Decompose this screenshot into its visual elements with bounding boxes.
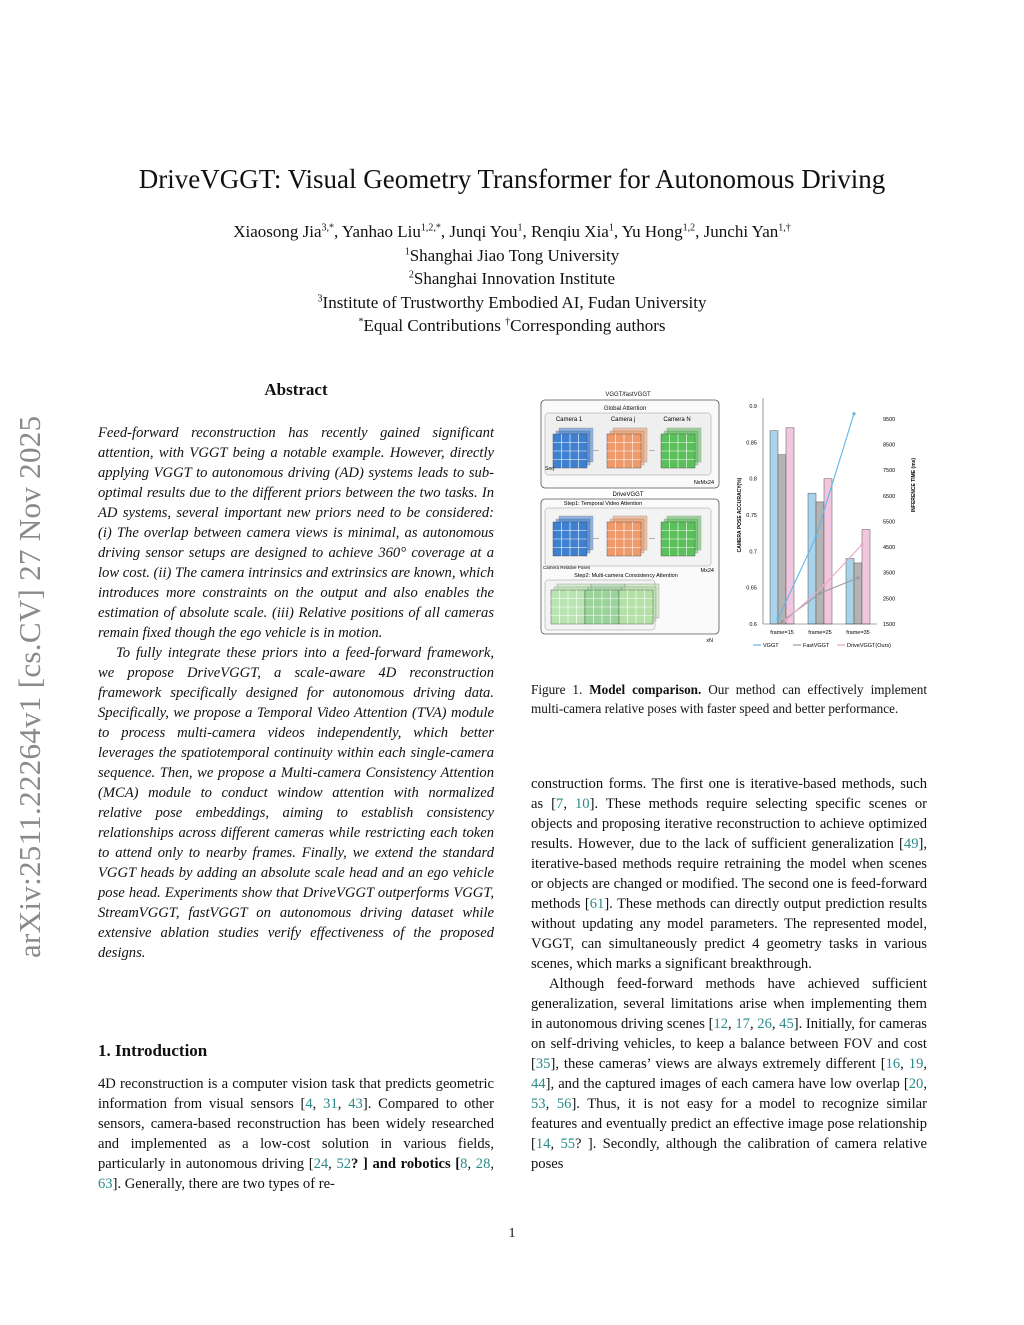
time-point [856, 576, 859, 579]
text-run: ], and the captured images of each camera have low overlap [ [545, 1076, 909, 1092]
dots-label: ... [593, 534, 599, 541]
intro-section [98, 1041, 494, 1061]
y2-tick-label: 5500 [883, 519, 896, 526]
citation-link[interactable]: 49 [903, 836, 919, 852]
abstract-heading: Abstract [264, 380, 328, 399]
citation-link[interactable]: 8 [460, 1156, 468, 1172]
author-name: Yu Hong [621, 222, 683, 241]
corr-sup: † [505, 316, 511, 328]
affiliation-text: Shanghai Innovation Institute [413, 269, 616, 288]
y2-tick-label: 1500 [883, 622, 896, 628]
camera-1-label: Camera 1 [555, 417, 583, 423]
camera-n-label: Camera N [663, 417, 691, 423]
camera-n-grid [661, 428, 701, 468]
right-paragraph-1: construction forms. The first one is iterative-based methods, such as [7, 10]. These methods require selecting specific scenes or objects and proposing iterative reconstruction to achieve optimized results. However, due to the lack of sufficient generalization [49], iterative-based methods require retraining the model when scenes or objects are changed or modified. The second one is feed-forward methods [61]. These methods can directly output prediction results without updating any model parameters. The represented model, VGGT, can simultaneously predict 4 geometry tasks in various scenes, which marks a significant breakthrough. [531, 776, 927, 972]
citation-link[interactable]: 35 [535, 1056, 551, 1072]
citation-link[interactable]: 61 [589, 896, 605, 912]
citation-link[interactable]: 20 [908, 1076, 924, 1092]
step1-label: Step1: Temporal Video Attention [563, 501, 643, 507]
time-point [818, 592, 821, 595]
xn-label: xN [706, 638, 713, 644]
bar-vggt [846, 559, 854, 624]
citation-link[interactable]: 16 [885, 1056, 901, 1072]
dots-label: ... [649, 446, 655, 453]
chart-ylabel: CAMERA POSE ACCURACY(%) [737, 477, 743, 553]
page-number: 1 [508, 1226, 516, 1241]
abstract-body [98, 423, 494, 963]
camera-j-label: Camera j [610, 417, 636, 423]
seq-label: Seq [545, 466, 554, 472]
time-point [822, 584, 825, 587]
affiliation-text: Shanghai Jiao Tong University [409, 245, 620, 265]
text-run: ]. Compared to other sensors, camera-based reconstruction has been widely researched and implemented as a low-cost solution in various fields, particularly in autonomous driving [ [98, 1096, 494, 1172]
citation-link[interactable]: 55 [560, 1136, 576, 1152]
paper-title: DriveVGGT: Visual Geometry Transformer for Autonomous Driving [138, 164, 886, 194]
legend-label: DriveVGGT(Ours) [847, 643, 891, 649]
corr-note: Corresponding authors [510, 316, 666, 335]
text-run: ]. Initially, for cameras on self-driving vehicles, to keep a balance between FOV and cost [ [531, 1016, 927, 1072]
bar-vggt [808, 493, 816, 624]
abstract-paragraph-1: Feed-forward reconstruction has recently gained significant attention, with VGGT being a notable example. However, directly applying VGGT to autonomous driving (AD) systems leads to sub-optimal results due to the different priors between the two tasks. In AD systems, several important new priors need to be considered: (i) The overlap between camera views is minimal, as autonomous driving sensor setups are designed to achieve 360° coverage at a low cost. (ii) The camera intrinsics and extrinsics are known, which introduces more constraints on the output and also enables the estimation of absolute scale. (iii) Relative positions of all cameras remain fixed though the ego vehicle is in motion. [98, 425, 494, 641]
legend-label: VGGT [763, 643, 779, 649]
mx24-label: Mx24 [700, 568, 714, 574]
time-point [860, 543, 863, 546]
step1-camera-j-grid [607, 516, 647, 556]
citation-link[interactable]: 53 [531, 1096, 546, 1112]
x-tick-label: frame=35 [846, 630, 870, 636]
figure-caption [531, 680, 927, 718]
text-run: ], iterative-based methods require retraining the model when scenes or objects are changed or modified. The second one is feed-forward methods [ [531, 836, 927, 912]
y-tick-label: 0.85 [746, 440, 757, 447]
drivevggt-label: DriveVGGT [612, 492, 644, 498]
author-sup: 1 [608, 222, 614, 234]
author-sup: 1,2 [682, 222, 696, 234]
citation-link[interactable]: 12 [713, 1016, 729, 1032]
dots-label: ... [593, 446, 599, 453]
citation-link[interactable]: 31 [323, 1096, 338, 1112]
y2-tick-label: 8500 [883, 442, 896, 449]
contribution-note [0, 314, 1024, 338]
rel-poses-label: Camera Relative Poses [543, 565, 591, 570]
camera-j-grid [607, 428, 647, 468]
text-run: ? ] and robotics [ [351, 1156, 461, 1172]
author-sup: 1,2,* [420, 222, 441, 234]
global-attention-label: Global Attention [603, 406, 647, 412]
intro-paragraph: 4D reconstruction is a computer vision task that predicts geometric information from visual sensors [4, 31, 43]. Compared to other sensors, camera-based reconstruction has been widely researched and implemented as a low-cost solution in various fields, particularly in autonomous driving [24, 52? ] and robotics [8, 28, 63]. Generally, there are two types of re- [98, 1076, 495, 1192]
dots-label: ... [649, 534, 655, 541]
y2-tick-label: 3500 [883, 570, 896, 577]
bar-vggt [770, 431, 778, 624]
y2-tick-label: 6500 [883, 493, 896, 500]
affiliation-text: Institute of Trustworthy Embodied AI, Fudan University [322, 292, 707, 312]
intro-body [98, 1074, 494, 1194]
citation-link[interactable]: 43 [348, 1096, 363, 1112]
time-point [852, 412, 855, 415]
text-run: ], these cameras’ views are always extremely different [ [550, 1056, 886, 1072]
step2-label: Step2: Multi-camera Consistency Attention [574, 573, 678, 579]
camera-1-grid [553, 428, 593, 468]
affiliation [0, 267, 1024, 291]
bar-fastvggt [778, 455, 786, 624]
author-name: Xiaosong Jia [233, 222, 322, 241]
text-run: ]. These methods can directly output prediction results without updating any model parameters. The represented model, VGGT, can simultaneously predict 4 geometry tasks in various scenes, which marks a significant breakthrough. [531, 896, 927, 972]
step1-camera-n-grid [661, 516, 701, 556]
figure-1 [531, 384, 927, 656]
y-tick-label: 0.7 [749, 549, 757, 556]
citation-link[interactable]: 45 [779, 1016, 794, 1032]
citation-link[interactable]: 52 [336, 1156, 352, 1172]
right-paragraph-2: Although feed-forward methods have achieved sufficient generalization, several limitations arise when implementing them in autonomous driving scenes [12, 17, 26, 45]. Initially, for cameras on self-driving vehicles, to keep a balance between FOV and cost [35], these cameras’ views are always extremely different [16, 19, 44], and the captured images of each camera have low overlap [20, 53, 56]. Thus, it is not easy for a model to recognize similar features and eventually predict an effective image pose relationship [14, 55? ]. Secondly, although the calibration of camera relative poses [531, 976, 928, 1172]
author-name: Junchi Yan [703, 222, 779, 241]
y-tick-label: 0.9 [749, 404, 757, 410]
citation-link[interactable]: 56 [556, 1096, 572, 1112]
equal-note: Equal Contributions [363, 316, 506, 335]
author-sup: 1,† [778, 222, 791, 234]
caption-bold: Model comparison. [589, 682, 702, 697]
citation-link[interactable]: 19 [908, 1056, 924, 1072]
bar-drivevggtours [824, 479, 832, 624]
text-run: ]. Thus, it is not easy for a model to recognize similar features and eventually predict an effective image pose relationship [ [531, 1096, 927, 1152]
arxiv-stamp: arXiv:2511.22264v1 [cs.CV] 27 Nov 2025 [12, 415, 47, 958]
citation-link[interactable]: 14 [535, 1136, 551, 1152]
text-run: ? ]. Secondly, although the calibration of camera relative poses [531, 1136, 927, 1172]
time-point [814, 535, 817, 538]
author-sup: 1 [517, 222, 523, 234]
affiliation [0, 244, 1024, 268]
right-column-body [531, 774, 927, 1174]
bar-fastvggt [854, 563, 862, 624]
time-point [784, 619, 787, 622]
bar-fastvggt [816, 502, 824, 624]
architecture-diagram [541, 392, 719, 644]
author-name: Renqiu Xia [530, 222, 609, 241]
author-name: Junqi You [449, 222, 518, 241]
y2-tick-label: 4500 [883, 545, 896, 552]
pose-accuracy-chart [737, 398, 917, 649]
y2-tick-label: 7500 [883, 468, 896, 475]
x-tick-label: frame=15 [770, 630, 794, 636]
diagram-top-label: VGGT/fastVGGT [605, 392, 651, 398]
equal-sup: * [358, 316, 364, 328]
time-point [776, 617, 779, 620]
citation-link[interactable]: 28 [475, 1156, 491, 1172]
author-sup: 3,* [321, 222, 334, 234]
affiliation-sup: 3 [317, 292, 323, 304]
y2-tick-label: 2500 [883, 596, 896, 603]
text-run: ]. These methods require selecting specific scenes or objects and proposing iterative reconstruction to achieve optimized results. However, due to the lack of sufficient generalization [ [531, 796, 927, 852]
abstract-paragraph-2: To fully integrate these priors into a feed-forward framework, we propose DriveVGGT, a scale-aware 4D reconstruction framework specifically designed for autonomous driving data. Specifically, we propose a Temporal Video Attention (TVA) module to process multi-camera videos independently, which better leverages the spatiotemporal continuity within each single-camera sequence. Then, we propose a Multi-camera Consistency Attention (MCA) module to conduct window attention with normalized relative pose embeddings, aiming to establish consistency relationships across different cameras while restricting each token to attend only to nearby frames. Finally, we extend the standard VGGT heads by adding an absolute scale head and an ego vehicle pose head. Experiments show that DriveVGGT outperforms VGGT, StreamVGGT, fastVGGT on autonomous driving dataset while extensive ablation studies verify effectiveness of the proposed designs. [98, 645, 494, 961]
citation-link[interactable]: 17 [735, 1016, 750, 1032]
affiliation-sup: 2 [408, 269, 414, 281]
intro-heading: 1. Introduction [98, 1041, 208, 1060]
text-run: Although feed-forward methods have achieved sufficient generalization, several limitations arise when implementing them in autonomous driving scenes [ [531, 976, 927, 1032]
y-tick-label: 0.8 [749, 476, 757, 483]
y2-tick-label: 9500 [883, 416, 896, 423]
citation-link[interactable]: 44 [531, 1076, 546, 1092]
legend-label: FastVGGT [803, 643, 830, 649]
x-tick-label: frame=25 [808, 630, 832, 636]
author-block [0, 220, 1024, 338]
text-run: 4D reconstruction is a computer vision task that predicts geometric information from visual sensors [ [98, 1076, 494, 1112]
affiliation [0, 291, 1024, 315]
text-run: construction forms. The first one is iterative-based methods, such as [ [531, 776, 927, 812]
y-tick-label: 0.75 [746, 513, 757, 519]
citation-link[interactable]: 26 [757, 1016, 772, 1032]
y-tick-label: 0.6 [749, 622, 757, 628]
caption-label: Figure 1. [531, 682, 583, 697]
nxm-label: NxMx24 [693, 480, 714, 486]
bar-drivevggtours [786, 428, 794, 624]
step2-window-grid-3 [619, 584, 659, 624]
time-point [780, 620, 783, 623]
step1-camera-1-grid [553, 516, 593, 556]
text-run: ]. Generally, there are two types of re- [112, 1176, 335, 1192]
y-tick-label: 0.65 [746, 585, 757, 592]
author-list: Xiaosong Jia$^{3,*}$, Yanhao Liu$^{1,2,*}$, Junqi You$^1$, Renqiu Xia$^1$, Yu Hong$^{1,2}$, Junchi Yan$^{1,\dagger}$ [233, 222, 791, 241]
author-name: Yanhao Liu [341, 222, 421, 241]
citation-link[interactable]: 24 [313, 1156, 329, 1172]
citation-link[interactable]: 10 [574, 796, 590, 812]
citation-link[interactable]: 4 [305, 1096, 313, 1112]
chart-y2label: INFERENCE TIME (ms) [911, 457, 917, 513]
citation-link[interactable]: 7 [556, 796, 564, 812]
citation-link[interactable]: 63 [98, 1176, 113, 1192]
affiliation-sup: 1 [404, 245, 410, 257]
caption-text: Our method can effectively implement multi-camera relative poses with faster speed and better performance. [531, 682, 927, 716]
